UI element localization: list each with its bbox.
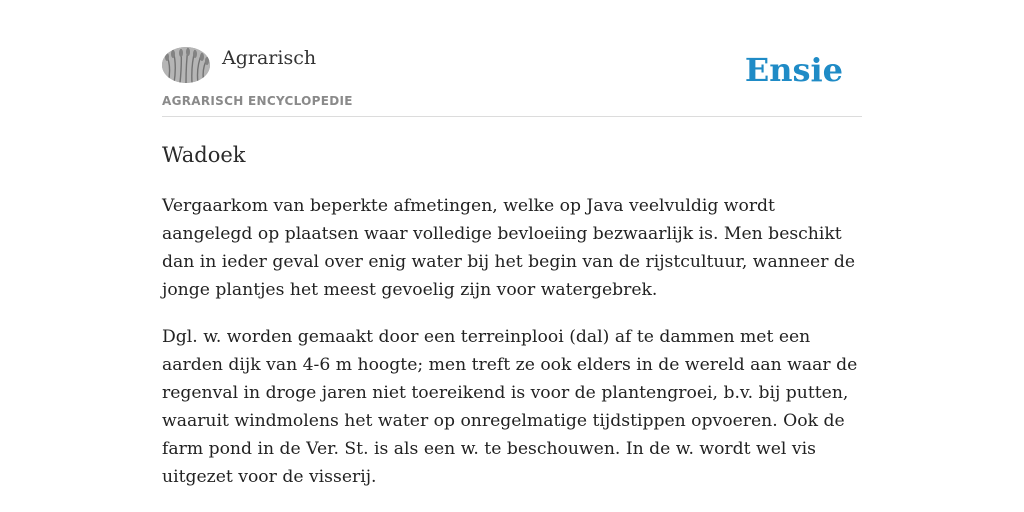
article-title: Wadoek: [162, 143, 246, 167]
wheat-logo-icon[interactable]: [162, 47, 210, 83]
article-body: [162, 192, 867, 510]
publication-subtitle[interactable]: AGRARISCH ENCYCLOPEDIE: [162, 94, 353, 108]
article-paragraph: Vergaarkom van beperkte afmetingen, welke op Java veelvuldig wordt aangelegd op plaatsen waar volledige bevloeiing bezwaarlijk is. Men beschikt dan in ieder geval over enig water bij het begin van de rijstcultuur, wanneer de jonge plantjes het meest gevoelig zijn voor watergebrek.: [162, 196, 856, 300]
publication-header: [162, 44, 862, 117]
brand-logo[interactable]: Ensie: [744, 51, 843, 89]
article-paragraph: Dgl. w. worden gemaakt door een terreinplooi (dal) af te dammen met een aarden dijk van 4-6 m hoogte; men treft ze ook elders in de wereld aan waar de regenval in droge jaren niet toereikend is voor de plantengroei, b.v. bij putten, waaruit windmolens het water op onregelmatige tijdstippen opvoeren. Ook de farm pond in de Ver. St. is als een w. te beschouwen. In de w. wordt wel vis uitgezet voor de visserij.: [162, 327, 858, 487]
publication-name[interactable]: Agrarisch: [222, 47, 317, 69]
